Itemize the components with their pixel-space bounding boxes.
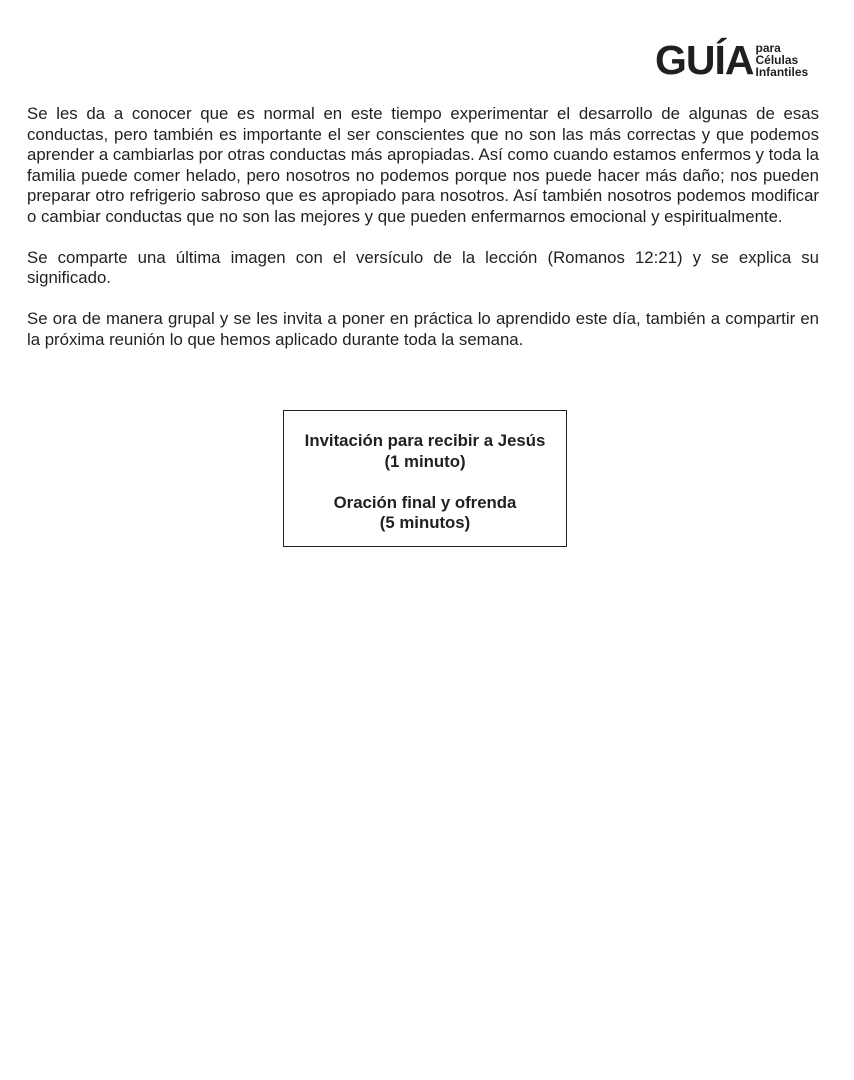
schedule-box [283,410,567,547]
guia-logo [655,38,808,82]
paragraph: Se les da a conocer que es normal en este tiempo experimentar el desarrollo de algunas de esas conductas, pero también es importante el ser conscientes que no son las más correctas y que podemos aprender a cambiarlas por otras conductas más apropiadas. Así como cuando estamos enfermos y toda la familia puede comer helado, pero nosotros no podemos porque nos puede hacer más daño; nos pueden preparar otro refrigerio sabroso que es apropiado para nosotros. Así también nosotros podemos modificar o cambiar conductas que no son las mejores y que pueden enfermarnos emocional y espiritualmente. [27,104,819,226]
schedule-item-title: Oración final y ofrenda [333,492,517,512]
body-text [27,104,819,371]
paragraph: Se ora de manera grupal y se les invita a poner en práctica lo aprendido este día, también a compartir en la próxima reunión lo que hemos aplicado durante toda la semana. [27,309,819,349]
logo-sub-line: Células [755,53,799,67]
logo-sub-text [756,42,809,78]
logo-sub-line: Infantiles [755,65,809,79]
schedule-item [284,493,566,534]
schedule-item-title: Invitación para recibir a Jesús [304,431,546,450]
schedule-item [284,431,566,472]
paragraph: Se comparte una última imagen con el versículo de la lección (Romanos 12:21) y se explica su significado. [27,247,819,287]
logo-sub-line: para [755,41,781,55]
schedule-item-duration: (5 minutos) [379,513,471,532]
logo-main-text: GUÍA [655,37,754,83]
schedule-item-duration: (1 minuto) [384,451,466,471]
